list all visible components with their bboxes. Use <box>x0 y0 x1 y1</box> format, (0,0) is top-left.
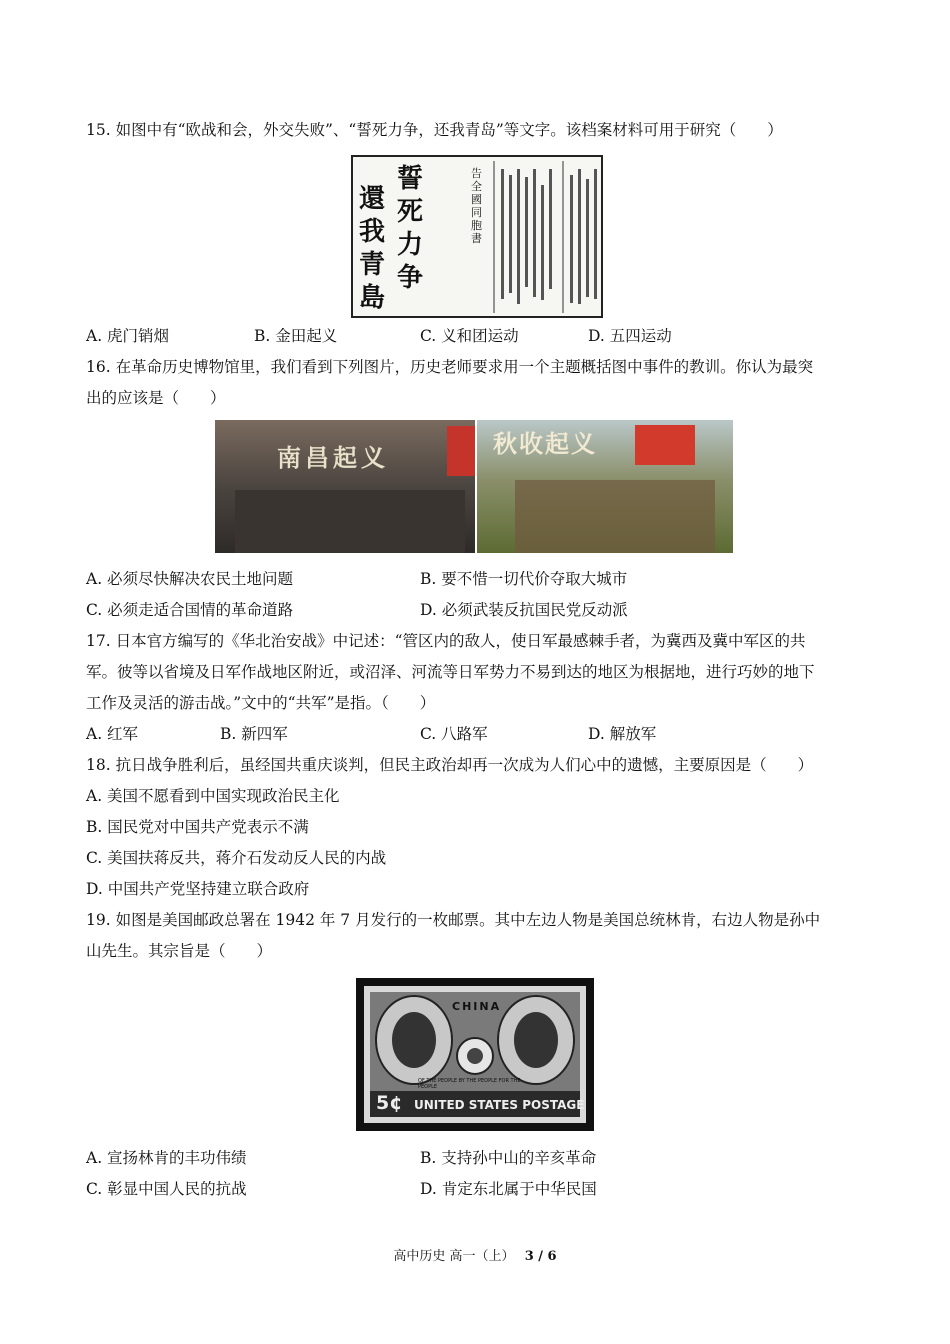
q17-stem-line3: 工作及灵活的游击战。”文中的“共军”是指。（ ） <box>86 694 436 712</box>
q19-option-c[interactable]: C. 彰显中国人民的抗战 <box>86 1180 247 1198</box>
q19-stem-line1: 19. 如图是美国邮政总署在 1942 年 7 月发行的一枚邮票。其中左边人物是美国总统林肯，右边人物是孙中 <box>86 911 821 929</box>
q16-paintings-figure <box>215 420 733 553</box>
q15-fig-big-text-left: 還我青島 <box>359 184 386 313</box>
q16-fig-left-caption: 南昌起义 <box>277 443 389 472</box>
q16-stem-line1: 16. 在革命历史博物馆里，我们看到下列图片，历史老师要求用一个主题概括图中事件的教训。你认为最突 <box>86 358 814 376</box>
q17-option-b[interactable]: B. 新四军 <box>220 725 288 743</box>
page-footer <box>0 1245 950 1264</box>
q19-stamp-figure <box>356 978 594 1131</box>
q16-option-d[interactable]: D. 必须武装反抗国民党反动派 <box>420 601 628 619</box>
q19-stamp-postage: UNITED STATES POSTAGE <box>414 1098 585 1112</box>
q16-fig-right-caption: 秋收起义 <box>493 429 597 458</box>
q19-stamp-denomination: 5¢ <box>376 1092 403 1114</box>
q16-stem-line2: 出的应该是（ ） <box>86 389 226 407</box>
q16-option-a[interactable]: A. 必须尽快解决农民土地问题 <box>86 570 294 588</box>
q15-stem: 15. 如图中有“欧战和会，外交失败”、“誓死力争，还我青岛”等文字。该档案材料可用于研究（ ） <box>86 121 783 139</box>
q17-option-a[interactable]: A. 红军 <box>86 725 139 743</box>
q15-option-a[interactable]: A. 虎门销烟 <box>86 327 170 345</box>
q15-fig-headline: 告全國同胞書 <box>471 167 482 245</box>
q15-option-d[interactable]: D. 五四运动 <box>588 327 672 345</box>
q15-option-c[interactable]: C. 义和团运动 <box>420 327 519 345</box>
q18-option-a[interactable]: A. 美国不愿看到中国实现政治民主化 <box>86 787 340 805</box>
q15-archive-figure <box>351 155 603 318</box>
q17-option-c[interactable]: C. 八路军 <box>420 725 488 743</box>
footer-page-number: 3 / 6 <box>524 1249 557 1264</box>
q16-option-b[interactable]: B. 要不惜一切代价夺取大城市 <box>420 570 628 588</box>
q18-stem: 18. 抗日战争胜利后，虽经国共重庆谈判，但民主政治却再一次成为人们心中的遗憾，主要原因是（ ） <box>86 756 814 774</box>
q15-fig-big-text-right: 誓死力争 <box>397 164 424 293</box>
q19-option-a[interactable]: A. 宣扬林肯的丰功伟绩 <box>86 1149 247 1167</box>
q19-option-d[interactable]: D. 肯定东北属于中华民国 <box>420 1180 597 1198</box>
q19-stem-line2: 山先生。其宗旨是（ ） <box>86 942 273 960</box>
q17-option-d[interactable]: D. 解放军 <box>588 725 657 743</box>
q18-option-d[interactable]: D. 中国共产党坚持建立联合政府 <box>86 880 310 898</box>
q19-stamp-country: CHINA <box>452 1000 502 1013</box>
q16-option-c[interactable]: C. 必须走适合国情的革命道路 <box>86 601 294 619</box>
q17-stem-line1: 17. 日本官方编写的《华北治安战》中记述：“管区内的敌人，使日军最感棘手者，为冀西及冀中军区的共 <box>86 632 806 650</box>
q18-option-c[interactable]: C. 美国扶蒋反共，蒋介石发动反人民的内战 <box>86 849 387 867</box>
q19-option-b[interactable]: B. 支持孙中山的辛亥革命 <box>420 1149 597 1167</box>
q15-option-b[interactable]: B. 金田起义 <box>254 327 338 345</box>
q17-stem-line2: 军。彼等以省境及日军作战地区附近，或沼泽、河流等日军势力不易到达的地区为根据地，进行巧妙的地下 <box>86 663 815 681</box>
footer-subject: 高中历史 高一（上） <box>393 1249 515 1264</box>
q19-stamp-motto: OF THE PEOPLE BY THE PEOPLE FOR THE PEOPLE <box>418 1078 521 1090</box>
q18-option-b[interactable]: B. 国民党对中国共产党表示不满 <box>86 818 309 836</box>
